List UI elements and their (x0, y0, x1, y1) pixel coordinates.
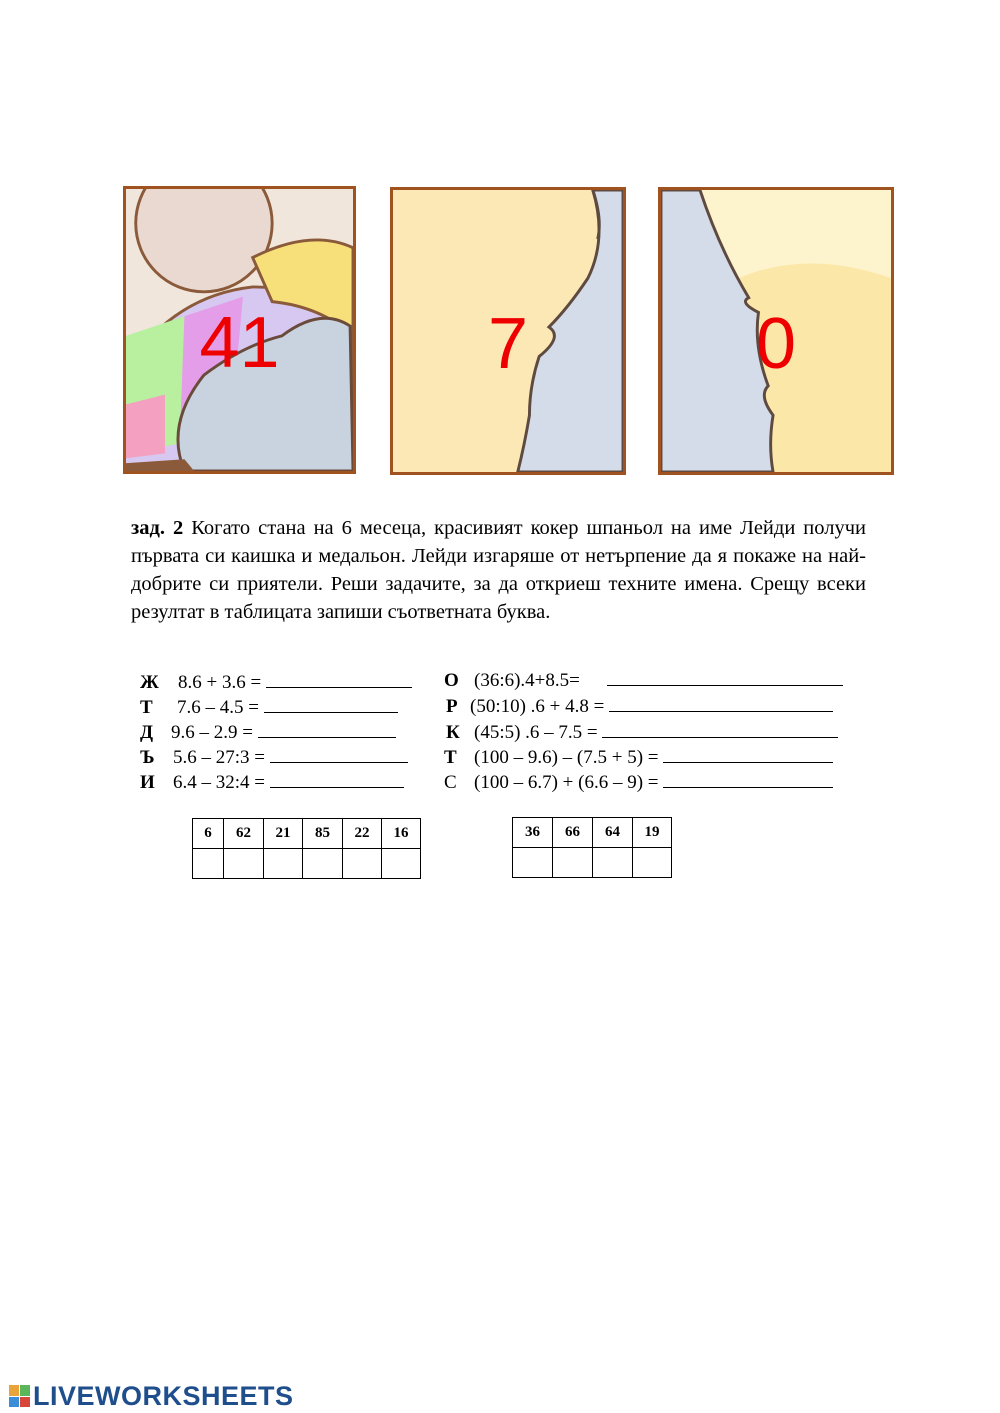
equation-expression: (50:10) .6 + 4.8 = (470, 696, 605, 717)
equation-letter: Т (140, 697, 153, 718)
equation-expression: 9.6 – 2.9 = (171, 722, 253, 743)
table-cell: 64 (593, 818, 633, 848)
equation-letter: К (446, 722, 460, 743)
answer-cell[interactable] (513, 848, 553, 878)
answer-cell[interactable] (593, 848, 633, 878)
answer-line[interactable] (270, 744, 408, 763)
answer-line[interactable] (270, 769, 404, 788)
liveworksheets-logo[interactable] (9, 1381, 294, 1411)
answer-line[interactable] (602, 719, 838, 738)
table-cell: 36 (513, 818, 553, 848)
equation-right-4 (444, 744, 833, 770)
equation-left-3 (140, 719, 396, 745)
table-header-row (193, 819, 421, 849)
answer-line[interactable] (609, 693, 833, 712)
table-cell: 85 (303, 819, 343, 849)
answer-cell[interactable] (633, 848, 672, 878)
task-paragraph (131, 514, 866, 626)
answer-line[interactable] (258, 719, 396, 738)
answer-line[interactable] (266, 669, 412, 688)
equation-left-2 (140, 694, 398, 720)
table-answer-row (513, 848, 672, 878)
answer-line[interactable] (663, 744, 833, 763)
answer-cell[interactable] (553, 848, 593, 878)
answer-table-right (512, 817, 672, 878)
table-cell: 21 (264, 819, 303, 849)
answer-line[interactable] (264, 694, 398, 713)
equation-expression: 5.6 – 27:3 = (173, 747, 265, 768)
table-cell: 6 (193, 819, 224, 849)
equation-right-5 (444, 769, 833, 795)
answer-line[interactable] (607, 667, 843, 686)
table-cell: 22 (343, 819, 382, 849)
equation-letter: О (444, 670, 459, 691)
equation-letter: Т (444, 747, 457, 768)
equation-expression: 8.6 + 3.6 = (178, 672, 262, 693)
tile-number: 7 (487, 304, 529, 384)
equation-expression: (100 – 6.7) + (6.6 – 9) = (474, 772, 659, 793)
table-cell: 19 (633, 818, 672, 848)
puzzle-tile-3 (658, 187, 894, 475)
puzzle-tile-1 (123, 186, 356, 474)
table-cell: 62 (224, 819, 264, 849)
equation-left-5 (140, 769, 404, 795)
equation-expression: (36:6).4+8.5= (474, 670, 580, 691)
equation-expression: 6.4 – 32:4 = (173, 772, 265, 793)
equation-letter: Р (446, 696, 458, 717)
table-cell: 16 (382, 819, 421, 849)
equation-right-3 (446, 719, 838, 745)
equation-expression: (45:5) .6 – 7.5 = (474, 722, 598, 743)
answer-cell[interactable] (224, 849, 264, 879)
task-text: Когато стана на 6 месеца, красивият кокер шпаньол на име Лейди получи първата си каишка и медальон. Лейди изгаряше от нетърпение да я покаже на най-добрите си приятели. Реши задачите, за да откриеш техните имена. Срещу всеки резултат в таблицата запиши съответната буква. (131, 517, 867, 623)
equation-letter: И (140, 772, 155, 793)
equation-expression: (100 – 9.6) – (7.5 + 5) = (474, 747, 659, 768)
equation-expression: 7.6 – 4.5 = (177, 697, 259, 718)
answer-cell[interactable] (343, 849, 382, 879)
tile-number: 41 (199, 303, 280, 383)
equation-letter: С (444, 772, 457, 793)
table-answer-row (193, 849, 421, 879)
logo-text: LIVEWORKSHEETS (33, 1380, 294, 1411)
equation-right-2 (446, 693, 833, 719)
answer-cell[interactable] (264, 849, 303, 879)
tile-number: 0 (755, 304, 797, 384)
answer-cell[interactable] (382, 849, 421, 879)
puzzle-tile-2 (390, 187, 626, 475)
equation-letter: Ъ (140, 747, 155, 768)
logo-blocks-icon (9, 1385, 30, 1407)
equation-letter: Ж (140, 672, 159, 693)
answer-cell[interactable] (303, 849, 343, 879)
answer-table-left (192, 818, 421, 879)
equation-left-1 (140, 669, 412, 695)
equation-left-4 (140, 744, 408, 770)
answer-line[interactable] (663, 769, 833, 788)
table-cell: 66 (553, 818, 593, 848)
equation-letter: Д (140, 722, 154, 743)
equation-right-1 (444, 667, 843, 693)
answer-cell[interactable] (193, 849, 224, 879)
task-label: зад. 2 (131, 517, 184, 539)
table-header-row (513, 818, 672, 848)
